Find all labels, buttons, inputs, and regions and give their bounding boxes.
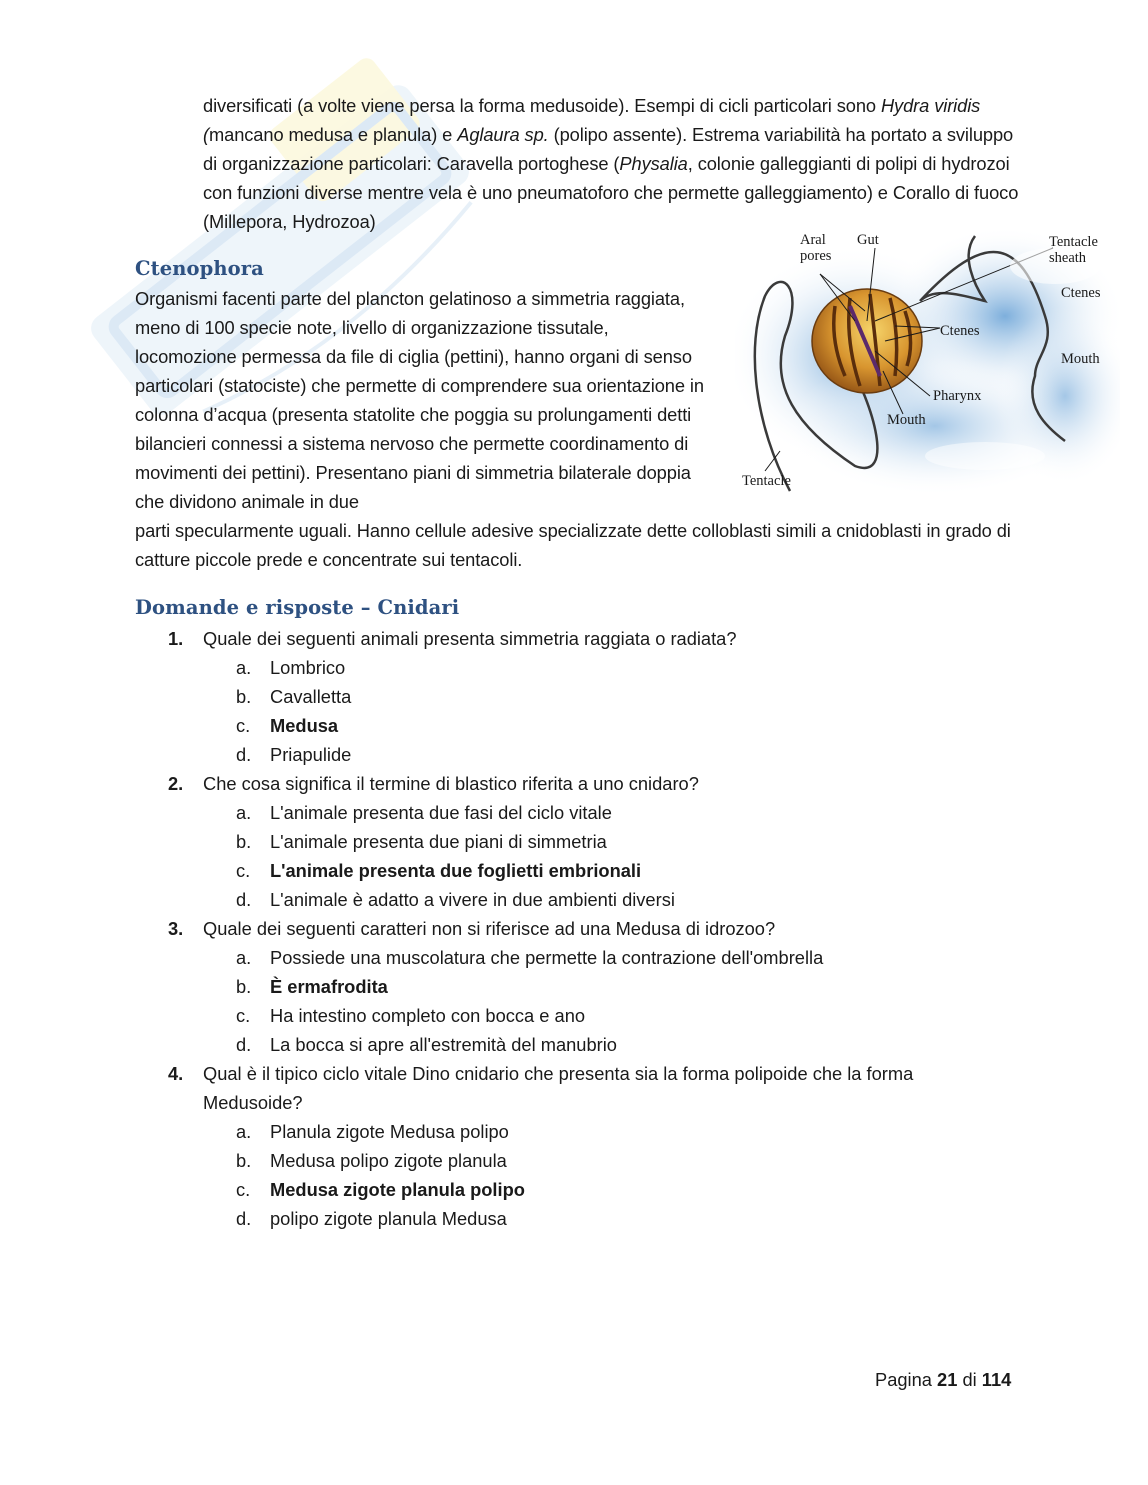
option-text: L'animale presenta due piani di simmetria: [270, 831, 607, 852]
label-mouth-right: Mouth: [1061, 351, 1100, 367]
label-mouth-center: Mouth: [887, 412, 926, 428]
option-letter: d.: [236, 1034, 252, 1055]
option-3b-correct: [168, 972, 988, 1001]
option-letter: b.: [236, 1150, 252, 1171]
option-4d: [168, 1204, 988, 1233]
option-text: Medusa zigote planula polipo: [270, 1179, 525, 1200]
option-letter: a.: [236, 657, 252, 678]
option-3c: [168, 1001, 988, 1030]
intro-text-7: , colonie galleggianti di polipi di hydrozoi con funzioni diverse mentre vela è uno pneumatoforo che permette galleggiamento) e Corallo di fuoco (Millepora, Hydrozoa): [203, 153, 1019, 232]
ctenophora-paragraph-full: parti specularmente uguali. Hanno cellule adesive specializzate dette colloblasti simili a cnidoblasti in grado di catture piccole prede e concentrate sui tentacoli.: [135, 520, 1011, 570]
option-text: La bocca si apre all'estremità del manubrio: [270, 1034, 617, 1055]
option-text: L'animale è adatto a vivere in due ambienti diversi: [270, 889, 675, 910]
question-4: [168, 1059, 988, 1117]
question-number: 4.: [168, 1063, 184, 1084]
option-text: L'animale presenta due foglietti embrionali: [270, 860, 642, 881]
option-letter: c.: [236, 1179, 251, 1200]
option-letter: d.: [236, 1208, 252, 1229]
section-heading-quiz: Domande e risposte – Cnidari: [135, 596, 460, 619]
intro-text-5: (polipo assente). Estrema variabilità ha portato a sviluppo di organizzazione particolari: Caravella portoghese (: [203, 124, 1014, 174]
footer-separator: di: [962, 1369, 977, 1390]
label-aral-pores: [800, 232, 840, 264]
option-4a: [168, 1117, 988, 1146]
question-text: Che cosa significa il termine di blastico riferita a uno cnidaro?: [203, 773, 699, 794]
option-text: Priapulide: [270, 744, 352, 765]
option-letter: c.: [236, 860, 251, 881]
question-number: 1.: [168, 628, 184, 649]
option-4b: [168, 1146, 988, 1175]
option-text: Medusa: [270, 715, 339, 736]
label-gut: Gut: [857, 232, 879, 248]
option-2a: [168, 798, 988, 827]
option-letter: b.: [236, 831, 252, 852]
question-1: [168, 624, 988, 653]
option-text: Ha intestino completo con bocca e ano: [270, 1005, 586, 1026]
option-4c-correct: [168, 1175, 988, 1204]
option-text: Lombrico: [270, 657, 346, 678]
question-text: Quale dei seguenti animali presenta simmetria raggiata o radiata?: [203, 628, 737, 649]
section-heading-ctenophora: Ctenophora: [135, 257, 264, 280]
intro-italic-physalia: Physalia: [619, 153, 688, 174]
option-letter: d.: [236, 889, 252, 910]
label-pharynx: Pharynx: [933, 388, 982, 404]
question-text: Quale dei seguenti caratteri non si riferisce ad una Medusa di idrozoo?: [203, 918, 776, 939]
ctenophora-paragraph-wrapped: Organismi facenti parte del plancton gelatinoso a simmetria raggiata, meno di 100 specie note, livello di organizzazione tissutale, locomozione permessa da file di ciglia (pettini), hanno organi di senso particolari (statociste) che permette di comprendere sua orientazione in colonna d’acqua (presenta statolite che poggia su prolungamenti detti bilancieri connessi a sistema nervoso che permette coordinamento di movimenti dei pettini). Presentano piani di simmetria bilaterale doppia che dividono animale in due: [135, 288, 704, 512]
option-2c-correct: [168, 856, 988, 885]
intro-paragraph: [203, 91, 1023, 236]
label-tentacle: Tentacle: [742, 473, 791, 489]
question-number: 2.: [168, 773, 184, 794]
option-letter: b.: [236, 686, 252, 707]
label-tentacle-sheath: Tentacle sheath: [1049, 234, 1098, 266]
option-text: Medusa polipo zigote planula: [270, 1150, 507, 1171]
question-text: Qual è il tipico ciclo vitale Dino cnidario che presenta sia la forma polipoide che la forma Medusoide?: [203, 1063, 914, 1113]
option-letter: d.: [236, 744, 252, 765]
option-text: L'animale presenta due fasi del ciclo vitale: [270, 802, 612, 823]
option-letter: a.: [236, 802, 252, 823]
option-2d: [168, 885, 988, 914]
question-list: [168, 624, 988, 1233]
option-letter: a.: [236, 947, 252, 968]
option-3a: [168, 943, 988, 972]
question-number: 3.: [168, 918, 184, 939]
option-letter: a.: [236, 1121, 252, 1142]
question-3: [168, 914, 988, 943]
option-text: È ermafrodita: [270, 976, 388, 997]
total-pages: 114: [981, 1369, 1012, 1390]
intro-text-3: mancano medusa e planula) e: [209, 124, 458, 145]
option-3d: [168, 1030, 988, 1059]
option-text: Possiede una muscolatura che permette la contrazione dell'ombrella: [270, 947, 824, 968]
label-aral-pores-text: Aral pores: [800, 232, 832, 264]
question-2: [168, 769, 988, 798]
intro-text-1: diversificati (a volte viene persa la forma medusoide). Esempi di cicli particolari sono: [203, 95, 881, 116]
option-letter: b.: [236, 976, 252, 997]
option-1b: [168, 682, 988, 711]
page-number-footer: [875, 1369, 1011, 1391]
ctenophore-diagram: [735, 226, 1120, 494]
option-1a: [168, 653, 988, 682]
option-letter: c.: [236, 1005, 251, 1026]
footer-prefix: Pagina: [875, 1369, 932, 1390]
option-1d: [168, 740, 988, 769]
option-letter: c.: [236, 715, 251, 736]
label-ctenes-right: Ctenes: [1061, 285, 1101, 301]
label-ctenes-center: Ctenes: [940, 323, 980, 339]
option-1c-correct: [168, 711, 988, 740]
option-text: polipo zigote planula Medusa: [270, 1208, 507, 1229]
intro-italic-aglaura: Aglaura sp.: [457, 124, 549, 145]
option-text: Cavalletta: [270, 686, 352, 707]
option-text: Planula zigote Medusa polipo: [270, 1121, 509, 1142]
current-page: 21: [937, 1369, 958, 1390]
option-2b: [168, 827, 988, 856]
intro-italic-hydra: Hydra viridis (: [203, 95, 981, 145]
